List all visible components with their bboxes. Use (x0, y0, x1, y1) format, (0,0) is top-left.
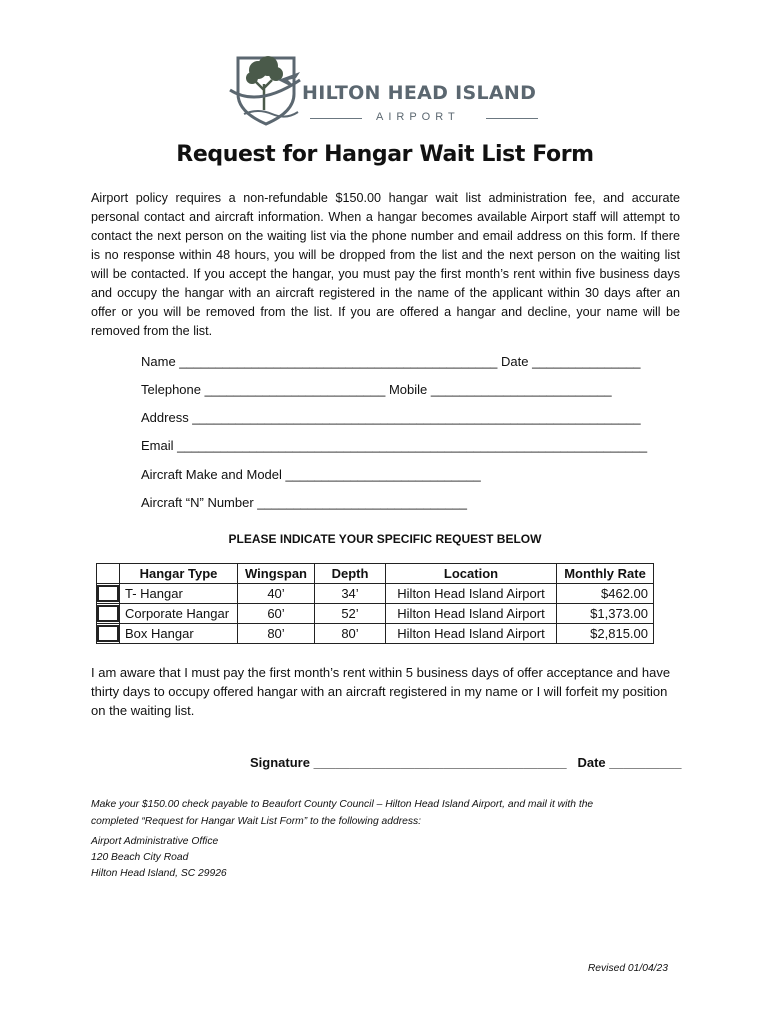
airport-logo (228, 50, 548, 130)
aircraft-n-number-field[interactable]: Aircraft “N” Number _____________________________ (141, 495, 467, 510)
acknowledgement-paragraph: I am aware that I must pay the first month’s rent within 5 business days of offer acceptance and have thirty days to occupy offered hangar with an aircraft registered in my name or I will forfeit my position on the waiting list. (91, 665, 671, 718)
header-depth: Depth (315, 564, 386, 584)
logo-divider-left (310, 118, 362, 119)
logo-divider-right (486, 118, 538, 119)
address-line-2: 120 Beach City Road (91, 852, 189, 863)
telephone-field[interactable]: Telephone _________________________ Mobile _________________________ (141, 382, 612, 397)
header-hangar-type: Hangar Type (120, 564, 238, 584)
wingspan-cell: 40’ (238, 584, 315, 604)
hangar-table (96, 563, 654, 644)
table-header-row (97, 564, 654, 584)
location-cell: Hilton Head Island Airport (386, 584, 557, 604)
checkbox-header (97, 564, 120, 584)
logo-emblem-icon (228, 50, 302, 128)
location-cell: Hilton Head Island Airport (386, 604, 557, 624)
revision-date: Revised 01/04/23 (587, 963, 668, 974)
location-cell: Hilton Head Island Airport (386, 624, 557, 644)
checkbox-cell (97, 584, 120, 604)
rate-cell: $462.00 (557, 584, 654, 604)
address-line-1: Airport Administrative Office (91, 836, 219, 847)
header-monthly-rate: Monthly Rate (557, 564, 654, 584)
header-wingspan: Wingspan (238, 564, 315, 584)
logo-subtitle: AIRPORT (376, 111, 460, 123)
depth-cell: 80’ (315, 624, 386, 644)
header-location: Location (386, 564, 557, 584)
name-field[interactable]: Name ____________________________________________ Date _______________ (141, 354, 641, 369)
payment-note-line-2: completed “Request for Hangar Wait List Form” to the following address: (91, 816, 422, 827)
wingspan-cell: 80’ (238, 624, 315, 644)
email-field[interactable]: Email _________________________________________________________________ (141, 438, 648, 453)
wingspan-cell: 60’ (238, 604, 315, 624)
hangar-type-cell: Box Hangar (120, 624, 238, 644)
rate-cell: $1,373.00 (557, 604, 654, 624)
depth-cell: 34’ (315, 584, 386, 604)
address-line-3: Hilton Head Island, SC 29926 (91, 868, 227, 879)
logo-name: HILTON HEAD ISLAND (302, 82, 537, 104)
hangar-type-cell: Corporate Hangar (120, 604, 238, 624)
table-row (97, 584, 654, 604)
payment-note-line-1: Make your $150.00 check payable to Beaufort County Council – Hilton Head Island Airport, and mail it with the (91, 799, 594, 810)
hangar-type-cell: T- Hangar (120, 584, 238, 604)
signature-date-line[interactable]: Signature ___________________________________ Date __________ (250, 755, 682, 770)
corporate-hangar-checkbox[interactable] (97, 605, 119, 622)
request-heading: PLEASE INDICATE YOUR SPECIFIC REQUEST BELOW (228, 532, 542, 546)
table-row (97, 604, 654, 624)
t-hangar-checkbox[interactable] (97, 585, 119, 602)
rate-cell: $2,815.00 (557, 624, 654, 644)
aircraft-make-field[interactable]: Aircraft Make and Model ___________________________ (141, 467, 481, 482)
address-field[interactable]: Address ______________________________________________________________ (141, 410, 641, 425)
checkbox-cell (97, 624, 120, 644)
depth-cell: 52’ (315, 604, 386, 624)
form-title: Request for Hangar Wait List Form (176, 142, 594, 167)
checkbox-cell (97, 604, 120, 624)
table-row (97, 624, 654, 644)
box-hangar-checkbox[interactable] (97, 625, 119, 642)
intro-paragraph: Airport policy requires a non-refundable $150.00 hangar wait list administration fee, and accurate personal contact and aircraft information. When a hangar becomes available Airport staff will attempt to contact the next person on the waiting list via the phone number and email address on this form. If there is no response within 48 hours, you will be dropped from the list and the next person on the waiting list will be contacted. If you accept the hangar, you must pay the first month’s rent within five business days and occupy the hangar with an aircraft registered in the name of the applicant within 30 days after an offer or you will be removed from the list. If you are offered a hangar and decline, your name will be removed from the list. (91, 191, 680, 338)
